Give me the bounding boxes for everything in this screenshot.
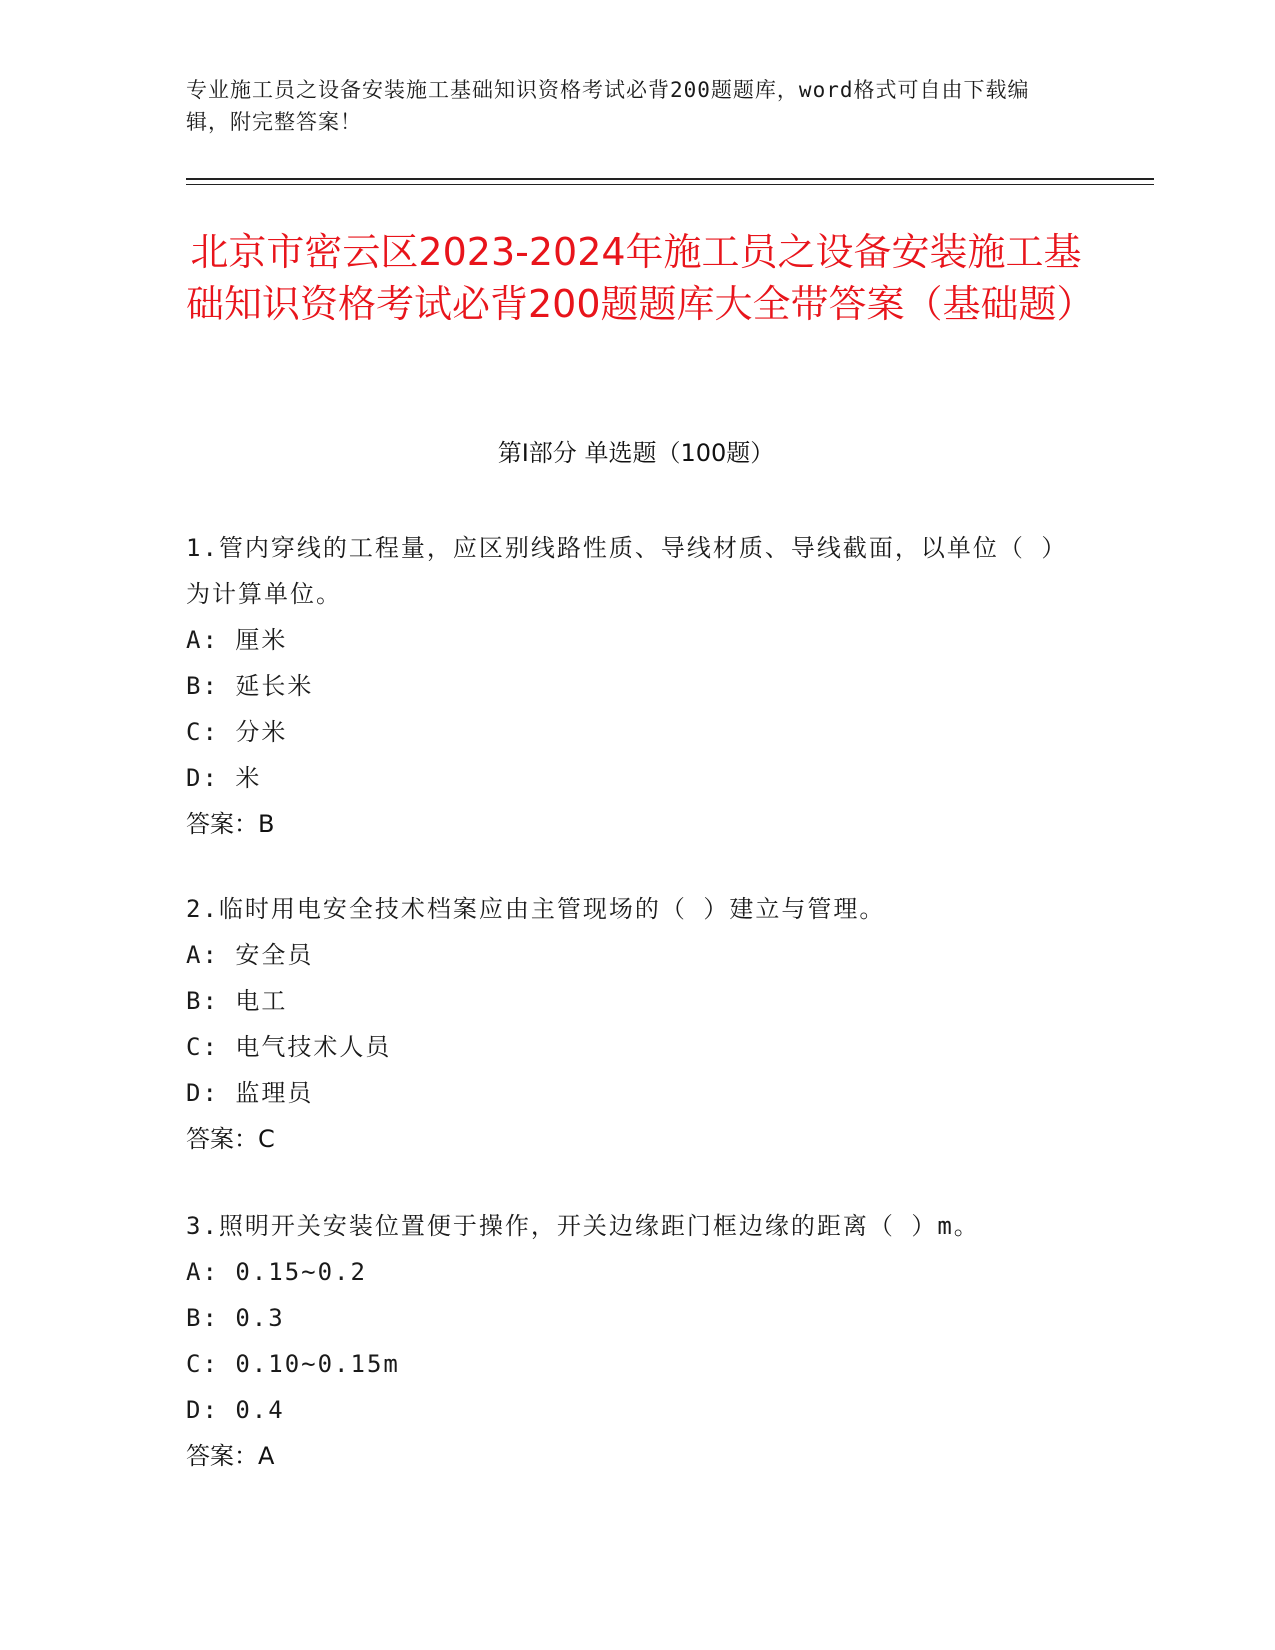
option-c: C: 电气技术人员 [186,1033,392,1061]
question-2 [186,886,1066,1162]
option-d: D: 监理员 [186,1079,314,1107]
option-b: B: 0.3 [186,1304,285,1332]
question-3 [186,1203,1066,1479]
header-note: 专业施工员之设备安装施工基础知识资格考试必背200题题库，word格式可自由下载编辑，附完整答案！ [186,78,1030,134]
question-text: 3.照明开关安装位置便于操作，开关边缘距门框边缘的距离（ ）m。 [186,1212,980,1240]
header-rule-thin [186,184,1154,185]
answer: 答案：C [186,1125,275,1153]
option-b: B: 延长米 [186,672,314,700]
option-c: C: 0.10~0.15m [186,1350,400,1378]
option-d: D: 0.4 [186,1396,285,1424]
question-text: 1.管内穿线的工程量，应区别线路性质、导线材质、导线截面，以单位（ ）为计算单位。 [186,534,1056,608]
question-1 [186,525,1066,847]
question-text: 2.临时用电安全技术档案应由主管现场的（ ）建立与管理。 [186,895,886,923]
option-a: A: 安全员 [186,941,314,969]
option-b: B: 电工 [186,987,288,1015]
answer: 答案：A [186,1442,275,1470]
answer: 答案：B [186,810,275,838]
option-d: D: 米 [186,764,262,792]
header-rule-thick [186,178,1154,180]
option-a: A: 厘米 [186,626,288,654]
option-a: A: 0.15~0.2 [186,1258,367,1286]
option-c: C: 分米 [186,718,288,746]
document-title: 北京市密云区2023-2024年施工员之设备安装施工基础知识资格考试必背200题题库大全带答案（基础题） [186,230,1095,326]
section-title: 第I部分 单选题（100题） [497,439,775,467]
